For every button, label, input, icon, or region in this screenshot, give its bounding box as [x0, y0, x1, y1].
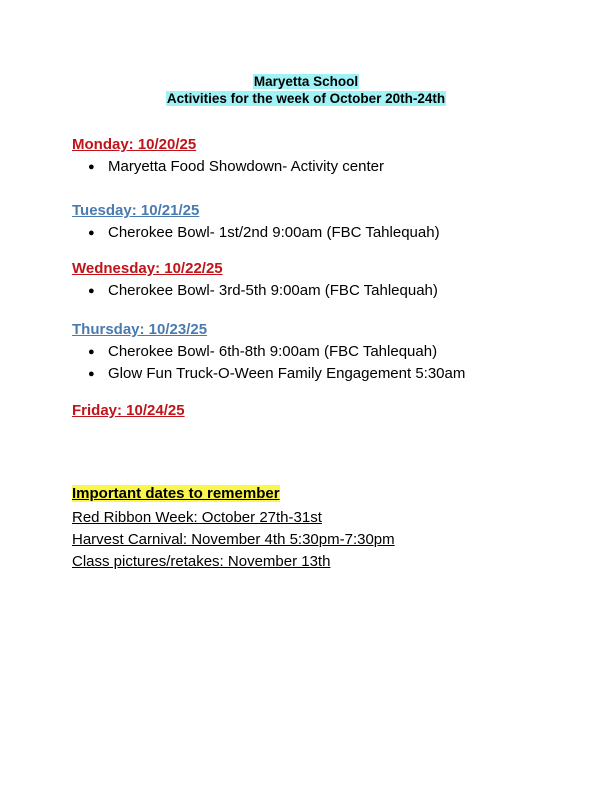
- monday-list: [88, 156, 384, 178]
- bullet-icon: ●: [88, 346, 95, 358]
- school-name: Maryetta School: [253, 74, 359, 89]
- list-item: Red Ribbon Week: October 27th-31st: [72, 509, 322, 526]
- list-item: ● Cherokee Bowl- 3rd-5th 9:00am (FBC Tahlequah): [88, 280, 438, 302]
- list-item: ● Cherokee Bowl- 1st/2nd 9:00am (FBC Tahlequah): [88, 222, 440, 244]
- bullet-icon: ●: [88, 227, 95, 239]
- list-item: ● Maryetta Food Showdown- Activity center: [88, 156, 384, 178]
- bullet-icon: ●: [88, 161, 95, 173]
- list-item: Class pictures/retakes: November 13th: [72, 553, 331, 570]
- thursday-list: [88, 341, 465, 385]
- tuesday-list: [88, 222, 440, 244]
- important-dates-heading: Important dates to remember: [72, 485, 280, 502]
- day-heading-friday: Friday: 10/24/25: [72, 402, 185, 419]
- list-item: ● Cherokee Bowl- 6th-8th 9:00am (FBC Tahlequah): [88, 341, 465, 363]
- day-heading-tuesday: Tuesday: 10/21/25: [72, 202, 200, 219]
- wednesday-list: [88, 280, 438, 302]
- list-item: ● Glow Fun Truck-O-Ween Family Engagement 5:30am: [88, 363, 465, 385]
- important-dates-list: [72, 507, 395, 573]
- day-heading-monday: Monday: 10/20/25: [72, 136, 197, 153]
- bullet-icon: ●: [88, 368, 95, 380]
- week-title: Activities for the week of October 20th-24th: [166, 91, 446, 106]
- document-title: [0, 73, 612, 107]
- bullet-icon: ●: [88, 285, 95, 297]
- list-item: Harvest Carnival: November 4th 5:30pm-7:30pm: [72, 531, 395, 548]
- day-heading-wednesday: Wednesday: 10/22/25: [72, 260, 223, 277]
- day-heading-thursday: Thursday: 10/23/25: [72, 321, 208, 338]
